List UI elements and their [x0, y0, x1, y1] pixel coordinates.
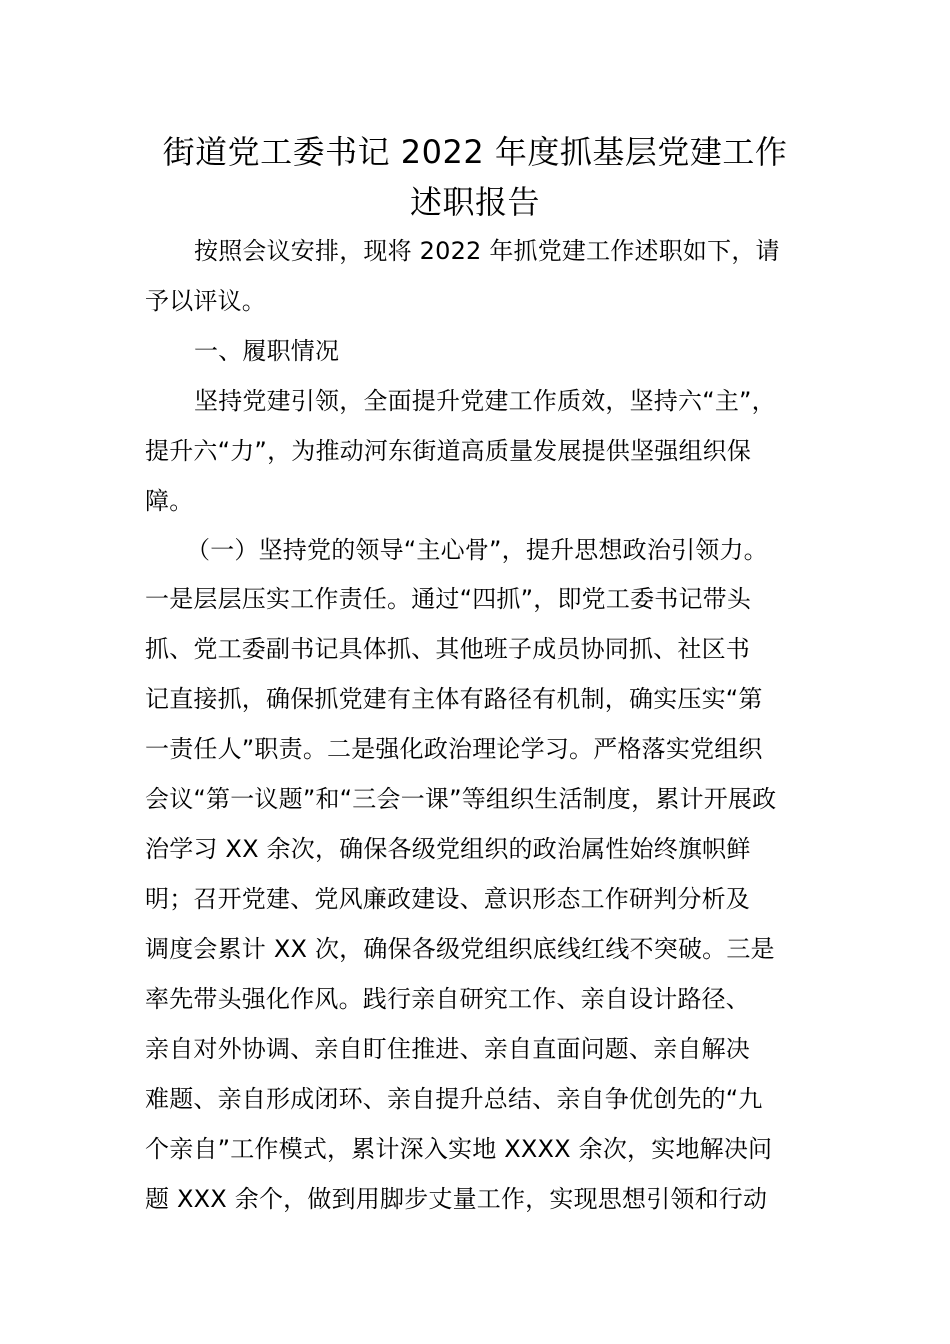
subsection-heading: （一）坚持党的领导“主心骨”，提升思想政治引领力。 — [186, 536, 768, 564]
paragraph-line: 会议“第一议题”和“三会一课”等组织生活制度，累计开展政 — [145, 785, 777, 813]
section-heading: 一、履职情况 — [194, 337, 340, 365]
paragraph-line: 按照会议安排，现将 2022 年抓党建工作述职如下，请 — [194, 237, 780, 265]
document-title-line-1: 街道党工委书记 2022 年度抓基层党建工作 — [162, 133, 788, 171]
paragraph-line: 一是层层压实工作责任。通过“四抓”，即党工委书记带头 — [145, 585, 752, 613]
paragraph-line: 一责任人”职责。二是强化政治理论学习。严格落实党组织 — [145, 735, 763, 763]
document-title-line-2: 述职报告 — [409, 183, 540, 221]
paragraph-line: 个亲自”工作模式，累计深入实地 XXXX 余次，实地解决问 — [145, 1135, 773, 1163]
paragraph-line: 率先带头强化作风。践行亲自研究工作、亲自设计路径、 — [145, 985, 750, 1013]
paragraph-line: 明；召开党建、党风廉政建设、意识形态工作研判分析及 — [145, 885, 750, 913]
paragraph-line: 治学习 XX 余次，确保各级党组织的政治属性始终旗帜鲜 — [145, 835, 751, 863]
paragraph-line: 提升六“力”，为推动河东街道高质量发展提供坚强组织保 — [145, 437, 752, 465]
paragraph-line: 调度会累计 XX 次，确保各级党组织底线红线不突破。三是 — [145, 935, 775, 963]
paragraph-line: 亲自对外协调、亲自盯住推进、亲自直面问题、亲自解决 — [145, 1035, 750, 1063]
paragraph-line: 抓、党工委副书记具体抓、其他班子成员协同抓、社区书 — [145, 635, 750, 663]
paragraph-line: 题 XXX 余个，做到用脚步丈量工作，实现思想引领和行动 — [145, 1185, 768, 1213]
paragraph-line: 难题、亲自形成闭环、亲自提升总结、亲自争优创先的“九 — [145, 1085, 763, 1113]
paragraph-line: 坚持党建引领，全面提升党建工作质效，坚持六“主”， — [194, 387, 776, 415]
paragraph-line: 予以评议。 — [145, 287, 266, 315]
paragraph-line: 障。 — [145, 487, 194, 515]
paragraph-line: 记直接抓，确保抓党建有主体有路径有机制，确实压实“第 — [145, 685, 763, 713]
